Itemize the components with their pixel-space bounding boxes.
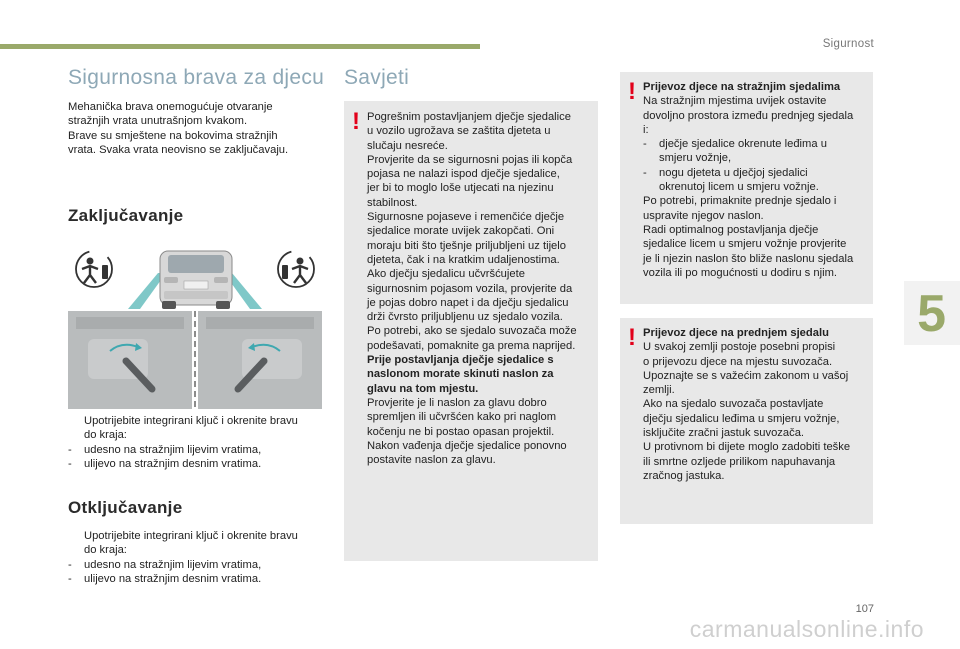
text-line: moraju biti što tješnje priljubljeni uz tijelo: [367, 239, 566, 252]
lock-heading: Zaključavanje: [68, 206, 184, 225]
car-rear-icon: [160, 251, 232, 309]
lead-line: Upotrijebite integrirani ključ i okrenite bravu: [84, 415, 298, 427]
unlock-heading: Otključavanje: [68, 498, 183, 517]
list-item: - udesno na stražnjim lijevim vratima,: [68, 443, 338, 457]
text-line: postavite naslon za glavu.: [367, 454, 496, 467]
intro-text: [68, 100, 338, 157]
bold-line: glavu na tom mjestu.: [367, 382, 479, 395]
item-line: okrenutoj licem u smjeru vožnje.: [659, 181, 819, 194]
text-line: djeteta, čak i na kratkim udaljenostima.: [367, 253, 560, 266]
text-line: isključite zračni jastuk suvozača.: [643, 427, 805, 440]
lead-line: Upotrijebite integrirani ključ i okrenite bravu: [84, 530, 298, 542]
text-line: je li njezin naslon što bliže naslonu sjedala: [643, 252, 854, 265]
text-line: dovoljno prostora između prednjeg sjedala: [643, 109, 854, 122]
text-line: uspravite njegov naslon.: [643, 209, 764, 222]
text-line: Upoznajte se s važećim zakonom u vašoj: [643, 369, 849, 382]
intro-line: vrata. Svaka vrata neovisno se zaključavaju.: [68, 143, 289, 156]
text-line: dječju sjedalicu leđima u smjeru vožnje,: [643, 412, 840, 425]
text-line: u vozilo ugrožava se zaštita djeteta u: [367, 125, 551, 138]
intro-line: stražnjih vrata unutrašnjom kvakom.: [68, 115, 248, 128]
lock-right-icon: [278, 251, 314, 287]
rear-seat-list: [643, 137, 871, 194]
text-line: sjedalice morate uvijek zakopčati. Oni: [367, 225, 555, 238]
text-line: Na stražnjim mjestima uvijek ostavite: [643, 95, 827, 108]
unlock-instructions: [68, 529, 338, 586]
list-item: [643, 166, 871, 195]
chapter-number: 5: [917, 285, 946, 343]
front-seat-title: Prijevoz djece na prednjem sjedalu: [643, 327, 829, 339]
door-right-photo: [198, 311, 322, 409]
section-label: Sigurnost: [822, 38, 874, 50]
advice-title: Savjeti: [344, 66, 410, 89]
text-line: drži čvrsto priljubljenu uz sjedalo vozila.: [367, 311, 563, 324]
intro-line: Brave su smještene na bokovima stražnjih: [68, 129, 278, 142]
advice-text: [367, 110, 595, 467]
text-line: stabilnost.: [367, 196, 418, 209]
text-line: sjedalice licem u smjeru vožnje provjerite: [643, 238, 847, 251]
text-line: kočenju ne bi postao opasan projektil.: [367, 425, 555, 438]
text-line: Po potrebi, ako se sjedalo suvozača može: [367, 325, 577, 338]
header-accent-bar: [0, 44, 480, 49]
item-line: - nogu djeteta u dječjoj sjedalici: [659, 166, 808, 179]
text-line: jer bi to moglo loše utjecati na njezinu: [367, 182, 554, 195]
child-lock-illustration: [68, 243, 322, 409]
front-seat-text: [643, 326, 871, 483]
text-line: Ako na sjedalo suvozača postavljate: [643, 398, 824, 411]
text-line: Nakon vađenja dječje sjedalice ponovno: [367, 439, 567, 452]
warning-icon: !: [628, 324, 636, 351]
list-item: - udesno na stražnjim lijevim vratima,: [68, 558, 338, 572]
text-line: U svakoj zemlji postoje posebni propisi: [643, 341, 836, 354]
warning-icon: !: [628, 78, 636, 105]
text-line: zračnog jastuka.: [643, 469, 725, 482]
text-line: slučaju nesreće.: [367, 139, 448, 152]
text-line: podešavati, pomaknite ga prema naprijed.: [367, 339, 576, 352]
page-number: 107: [855, 603, 874, 615]
text-line: Provjerite da se sigurnosni pojas ili kopča: [367, 153, 573, 166]
text-line: je pojas dobro napet i da dječju sjedalicu: [367, 296, 569, 309]
lock-left-icon: [76, 251, 112, 287]
text-line: sigurnosnim pojasom vozila, provjerite da: [367, 282, 573, 295]
list-item: - ulijevo na stražnjim desnim vratima.: [68, 572, 338, 586]
intro-line: Mehanička brava onemogućuje otvaranje: [68, 101, 273, 113]
page-title: Sigurnosna brava za djecu: [68, 66, 325, 89]
text-line: spremljen ili učvršćen kako pri naglom: [367, 411, 557, 424]
item-line: - dječje sjedalice okrenute leđima u: [659, 138, 827, 151]
bold-line: Prije postavljanja dječje sjedalice s: [367, 354, 554, 367]
text-line: Radi optimalnog postavljanja dječje: [643, 223, 819, 236]
rear-seat-text: [643, 80, 871, 280]
list-item: [643, 137, 871, 166]
text-line: o prijevozu djece na mjestu suvozača.: [643, 355, 833, 368]
lock-lead: [68, 414, 338, 443]
text-line: U protivnom bi dijete moglo zadobiti teške: [643, 441, 851, 454]
lead-line: do kraja:: [84, 429, 127, 442]
text-line: pojasa ne nalazi ispod dječje sjedalice,: [367, 168, 560, 181]
text-line: ili smrtne ozljede prilikom napuhavanja: [643, 455, 836, 468]
watermark: carmanualsonline.info: [689, 616, 924, 642]
bold-line: naslonom morate skinuti naslon za: [367, 368, 554, 381]
warning-icon: !: [352, 108, 360, 135]
door-left-photo: [68, 311, 192, 409]
text-line: i:: [643, 123, 649, 136]
list-item: - ulijevo na stražnjim desnim vratima.: [68, 457, 338, 471]
text-line: vozila ili po mogućnosti u dodiru s njim.: [643, 266, 838, 279]
text-line: zemlji.: [643, 384, 675, 397]
text-line: Po potrebi, primaknite prednje sjedalo i: [643, 195, 837, 208]
unlock-lead: [68, 529, 338, 558]
text-line: Pogrešnim postavljanjem dječje sjedalice: [367, 111, 571, 123]
item-line: smjeru vožnje,: [659, 152, 732, 165]
rear-seat-title: Prijevoz djece na stražnjim sjedalima: [643, 81, 841, 93]
text-line: Sigurnosne pojaseve i remenčiće dječje: [367, 211, 565, 224]
lock-instructions: [68, 414, 338, 471]
text-line: Provjerite je li naslon za glavu dobro: [367, 396, 547, 409]
text-line: Ako dječju sjedalicu učvršćujete: [367, 268, 525, 281]
lead-line: do kraja:: [84, 544, 127, 557]
